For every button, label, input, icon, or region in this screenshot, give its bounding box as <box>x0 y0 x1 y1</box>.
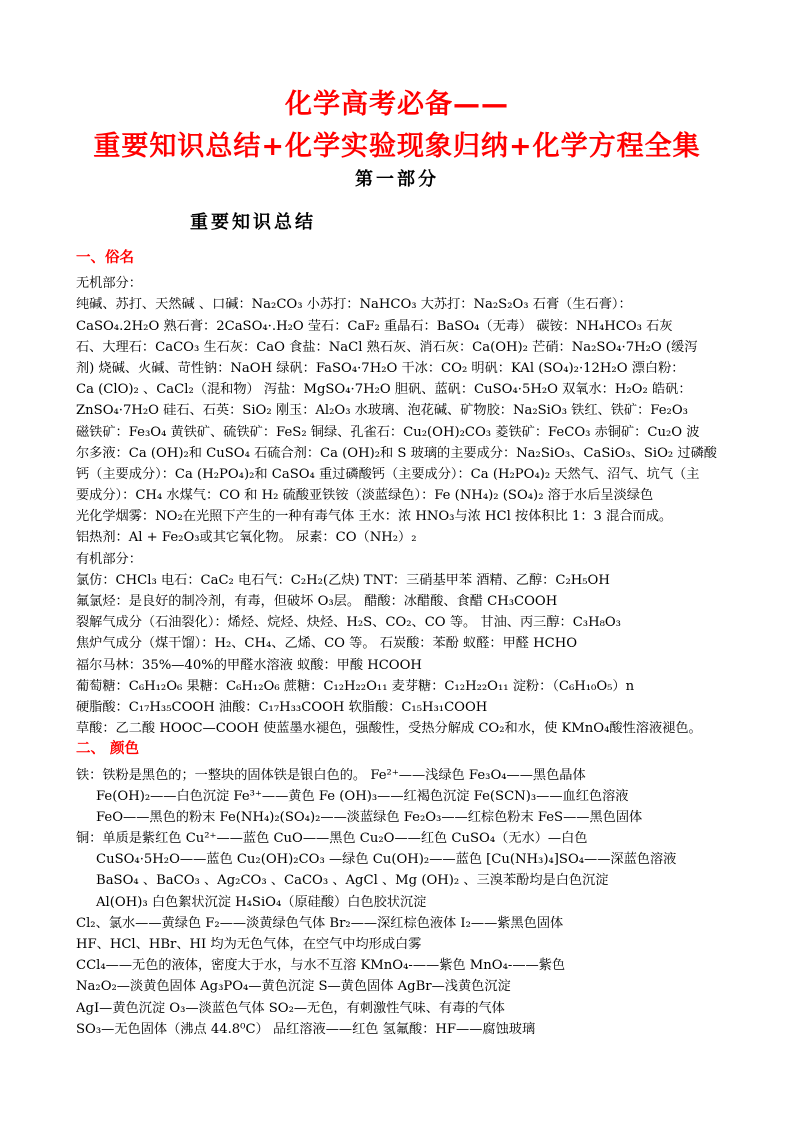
inorganic-list <box>76 294 722 548</box>
text-line: 光化学烟雾：NO₂在光照下产生的一种有毒气体 王水：浓 HNO₃与浓 HCl 按体积比 1：3 混合而成。 <box>76 509 673 525</box>
text-line: AgI—黄色沉淀 O₃—淡蓝色气体 SO₂—无色，有刺激性气味、有毒的气体 <box>76 1000 505 1016</box>
inorganic-label: 无机部分： <box>76 276 142 292</box>
text-line: 剂) 烧碱、火碱、苛性钠：NaOH 绿矾：FaSO₄·7H₂O 干冰：CO₂ 明矾：KAl (SO₄)₂·12H₂O 漂白粉： <box>76 360 685 376</box>
text-line: 钙（主要成分）：Ca (H₂PO₄)₂和 CaSO₄ 重过磷酸钙（主要成分）：Ca (H₂PO₄)₂ 天然气、沼气、坑气（主 <box>76 466 700 482</box>
text-line: 福尔马林：35%—40%的甲醛水溶液 蚁酸：甲酸 HCOOH <box>76 657 422 673</box>
text-line: 草酸：乙二酸 HOOC—COOH 使蓝墨水褪色，强酸性，受热分解成 CO₂和水，使 KMnO₄酸性溶液褪色。 <box>76 721 702 737</box>
text-line: Cl₂、氯水——黄绿色 F₂——淡黄绿色气体 Br₂——深红棕色液体 I₂——紫黑色固体 <box>76 915 564 931</box>
colors-list <box>76 765 722 1040</box>
text-line: CCl₄——无色的液体，密度大于水，与水不互溶 KMnO₄-——紫色 MnO₄-——紫色 <box>76 958 566 974</box>
text-line: 磁铁矿：Fe₃O₄ 黄铁矿、硫铁矿：FeS₂ 铜绿、孔雀石：Cu₂(OH)₂CO₃ 菱铁矿：FeCO₃ 赤铜矿：Cu₂O 波 <box>76 424 700 440</box>
text-line: SO₃—无色固体（沸点 44.8⁰C） 品红溶液——红色 氢氟酸：HF——腐蚀玻璃 <box>76 1021 536 1037</box>
text-line: 纯碱、苏打、天然碱 、口碱：Na₂CO₃ 小苏打：NaHCO₃ 大苏打：Na₂S₂O₃ 石膏（生石膏）： <box>76 297 632 313</box>
text-line: 石、大理石：CaCO₃ 生石灰：CaO 食盐：NaCl 熟石灰、消石灰：Ca(OH)₂ 芒硝：Na₂SO₄·7H₂O (缓泻 <box>76 339 698 355</box>
text-line: 裂解气成分（石油裂化）：烯烃、烷烃、炔烃、H₂S、CO₂、CO 等。 甘油、丙三醇：C₃H₈O₃ <box>76 615 621 631</box>
content-body <box>76 248 722 1040</box>
text-line: CaSO₄.2H₂O 熟石膏：2CaSO₄·.H₂O 莹石：CaF₂ 重晶石：BaSO₄（无毒） 碳铵：NH₄HCO₃ 石灰 <box>76 318 673 334</box>
text-line: 氯仿：CHCl₃ 电石：CaC₂ 电石气：C₂H₂(乙炔) TNT：三硝基甲苯 酒精、乙醇：C₂H₅OH <box>76 572 610 588</box>
text-line: Ca (ClO)₂ 、CaCl₂（混和物） 泻盐：MgSO₄·7H₂O 胆矾、蓝矾：CuSO₄·5H₂O 双氧水：H₂O₂ 皓矾： <box>76 382 692 398</box>
text-line: 铜：单质是紫红色 Cu²⁺——蓝色 CuO——黑色 Cu₂O——红色 CuSO₄（无水）—白色 <box>76 831 588 847</box>
text-line: ZnSO₄·7H₂O 硅石、石英：SiO₂ 刚玉：Al₂O₃ 水玻璃、泡花碱、矿物胶：Na₂SiO₃ 铁红、铁矿：Fe₂O₃ <box>76 403 688 419</box>
text-line: 焦炉气成分（煤干馏）：H₂、CH₄、乙烯、CO 等。 石炭酸：苯酚 蚁醛：甲醛 HCHO <box>76 636 578 652</box>
text-line: 尔多液：Ca (OH)₂和 CuSO₄ 石硫合剂：Ca (OH)₂和 S 玻璃的主要成分：Na₂SiO₃、CaSiO₃、SiO₂ 过磷酸 <box>76 445 717 461</box>
title-line-2: 重要知识总结+化学实验现象归纳+化学方程全集 <box>93 131 701 162</box>
text-line: 要成分）：CH₄ 水煤气：CO 和 H₂ 硫酸亚铁铵（淡蓝绿色）：Fe (NH₄)₂ (SO₄)₂ 溶于水后呈淡绿色 <box>76 488 654 504</box>
text-line: Fe(OH)₂——白色沉淀 Fe³⁺——黄色 Fe (OH)₃——红褐色沉淀 Fe(SCN)₃——血红色溶液 <box>96 788 629 804</box>
text-line: 氟氯烃：是良好的制冷剂，有毒，但破坏 O₃层。 醋酸：冰醋酸、食醋 CH₃COOH <box>76 594 558 609</box>
text-line: 铁：铁粉是黑色的；一整块的固体铁是银白色的。 Fe²⁺——浅绿色 Fe₃O₄——黑色晶体 <box>76 767 586 783</box>
text-line: 葡萄糖：C₆H₁₂O₆ 果糖：C₆H₁₂O₆ 蔗糖：C₁₂H₂₂O₁₁ 麦芽糖：C₁₂H₂₂O₁₁ 淀粉：（C₆H₁₀O₅）n <box>76 678 635 694</box>
text-line: FeO——黑色的粉末 Fe(NH₄)₂(SO₄)₂——淡蓝绿色 Fe₂O₃——红棕色粉末 FeS——黑色固体 <box>96 809 643 825</box>
text-line: 铝热剂：Al + Fe₂O₃或其它氧化物。 尿素：CO（NH₂）₂ <box>76 530 417 546</box>
text-line: Na₂O₂—淡黄色固体 Ag₃PO₄—黄色沉淀 S—黄色固体 AgBr—浅黄色沉淀 <box>76 979 511 995</box>
subtitle: 重要知识总结 <box>190 212 316 233</box>
text-line: HF、HCl、HBr、HI 均为无色气体，在空气中均形成白雾 <box>76 937 422 952</box>
section-heading-colors: 二、 颜色 <box>76 741 140 758</box>
text-line: 硬脂酸：C₁₇H₃₅COOH 油酸：C₁₇H₃₃COOH 软脂酸：C₁₅H₃₁COOH <box>76 699 488 715</box>
title-line-1: 化学高考必备—— <box>285 89 509 120</box>
organic-label: 有机部分： <box>76 551 142 567</box>
organic-list <box>76 570 722 740</box>
part-heading: 第一部分 <box>355 169 439 190</box>
text-line: Al(OH)₃ 白色絮状沉淀 H₄SiO₄（原硅酸）白色胶状沉淀 <box>96 894 427 910</box>
text-line: BaSO₄ 、BaCO₃ 、Ag₂CO₃ 、CaCO₃ 、AgCl 、Mg (OH)₂ 、三溴苯酚均是白色沉淀 <box>96 873 609 889</box>
text-line: CuSO₄·5H₂O——蓝色 Cu₂(OH)₂CO₃ —绿色 Cu(OH)₂——蓝色 [Cu(NH₃)₄]SO₄——深蓝色溶液 <box>96 852 677 868</box>
section-heading-common-names: 一、俗名 <box>76 250 134 266</box>
